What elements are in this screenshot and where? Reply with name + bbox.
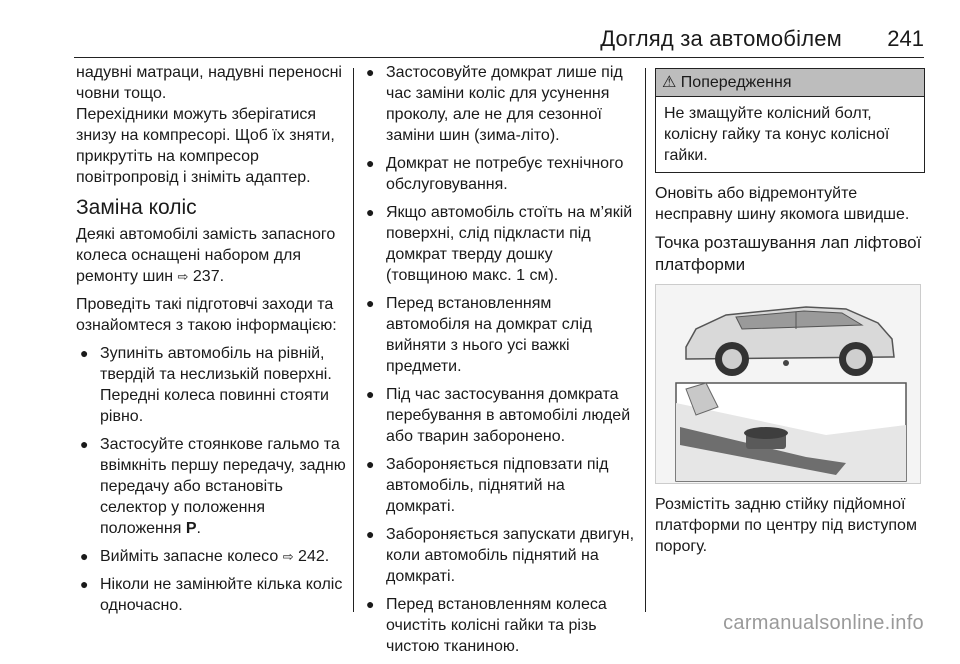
list-item xyxy=(362,594,638,657)
column-1 xyxy=(76,62,346,623)
list-item xyxy=(76,434,346,539)
bullet-icon: ● xyxy=(366,295,375,311)
list-item xyxy=(76,574,346,616)
list-item-text: Забороняється підповзати під автомобіль, піднятий на домкраті. xyxy=(386,456,609,515)
list-item xyxy=(362,524,638,587)
bullet-icon: ● xyxy=(80,576,89,592)
lift-point-illustration-svg xyxy=(656,285,920,483)
list-item-text-end: . xyxy=(196,520,201,537)
column-2 xyxy=(362,62,638,664)
warning-box xyxy=(655,68,925,173)
list-item-text: Перед встановленням колеса очистіть колісні гайки та різь чистою тканиною. xyxy=(386,596,607,655)
page-number: 241 xyxy=(887,26,924,51)
page-reference-link[interactable]: 237. xyxy=(192,268,225,285)
page-reference-link[interactable]: 242. xyxy=(298,548,330,565)
bullet-icon: ● xyxy=(366,155,375,171)
column-divider-1 xyxy=(353,68,354,612)
figure-caption: Розмістіть задню стійку підйомної платформи по центру під виступом порогу. xyxy=(655,496,917,555)
list-item xyxy=(362,384,638,447)
intro-paragraph-2: Перехідники можуть зберігатися знизу на компресорі. Щоб їх зняти, прикрутіть на компресор повітропровід і зніміть адаптер. xyxy=(76,106,335,186)
paragraph-repair-kit xyxy=(76,224,346,287)
list-item xyxy=(76,546,346,567)
list-item-text: Застосуйте стоянкове гальмо та ввімкніть першу передачу, задню передачу або встановіть селектор у положення положення xyxy=(100,436,346,537)
list-item-text: Забороняється запускати двигун, коли автомобіль піднятий на домкраті. xyxy=(386,526,635,585)
lift-point-detail-inset xyxy=(676,383,906,481)
bullet-icon: ● xyxy=(366,456,375,472)
warning-title: Попередження xyxy=(680,74,792,91)
page-header xyxy=(74,22,924,52)
list-item-text: Домкрат не потребує технічного обслуговування. xyxy=(386,155,624,193)
column-3 xyxy=(655,62,925,564)
list-item-text: Під час застосування домкрата перебування в автомобілі людей або тварин заборонено. xyxy=(386,386,631,445)
watermark: carmanualsonline.info xyxy=(723,612,924,634)
paragraph-repair-kit-text: Деякі автомобілі замість запасного колеса оснащені набором для ремонту шин xyxy=(76,226,336,285)
bullet-icon: ● xyxy=(366,204,375,220)
preparation-list xyxy=(76,343,346,616)
list-item xyxy=(362,293,638,377)
list-item-text: Якщо автомобіль стоїть на м’якій поверхні, слід підкласти під домкрат тверду дошку (товщиною макс. 1 см). xyxy=(386,204,633,284)
bullet-icon: ● xyxy=(366,526,375,542)
list-item-text: Застосовуйте домкрат лише під час заміни коліс для усунення проколу, але не для сезонної заміни шин (зима-літо). xyxy=(386,64,623,144)
warning-header xyxy=(656,69,924,97)
section-heading-wheel-change: Заміна коліс xyxy=(76,196,197,219)
header-rule xyxy=(74,57,924,58)
list-item xyxy=(76,343,346,427)
paragraph-preparation: Проведіть такі підготовчі заходи та ознайомтеся з такою інформацією: xyxy=(76,296,337,334)
page-title: Догляд за автомобілем xyxy=(600,26,842,51)
paragraph-repair-tyre: Оновіть або відремонтуйте несправну шину якомога швидше. xyxy=(655,185,910,223)
reference-arrow-icon: ⇨ xyxy=(282,549,294,564)
bullet-icon: ● xyxy=(366,596,375,612)
reference-arrow-icon: ⇨ xyxy=(177,269,189,284)
list-item xyxy=(362,454,638,517)
list-item-text: Вийміть запасне колесо xyxy=(100,548,279,565)
section-heading-lift-points: Точка розташування лап ліфтової платформи xyxy=(655,233,922,274)
list-item-text: Зупиніть автомобіль на рівній, твердій та неслизькій поверхні. Передні колеса повинні стояти рівно. xyxy=(100,345,332,425)
list-item xyxy=(362,62,638,146)
list-item xyxy=(362,202,638,286)
bullet-icon: ● xyxy=(80,548,89,564)
list-item xyxy=(362,153,638,195)
jack-safety-list xyxy=(362,62,638,657)
gear-position-p: P xyxy=(185,520,197,537)
intro-paragraph-1: надувні матраци, надувні переносні човни тощо. xyxy=(76,64,342,102)
column-divider-2 xyxy=(645,68,646,612)
list-item-text: Перед встановленням автомобіля на домкрат слід вийняти з нього усі важкі предмети. xyxy=(386,295,593,375)
warning-text: Не змащуйте колісний болт, колісну гайку та конус колісної гайки. xyxy=(664,105,890,164)
warning-icon: ⚠ xyxy=(662,74,677,91)
bullet-icon: ● xyxy=(80,436,89,452)
lift-point-illustration xyxy=(655,284,921,484)
bullet-icon: ● xyxy=(366,64,375,80)
list-item-text: Ніколи не замінюйте кілька коліс одночасно. xyxy=(100,576,343,614)
bullet-icon: ● xyxy=(80,345,89,361)
bullet-icon: ● xyxy=(366,386,375,402)
